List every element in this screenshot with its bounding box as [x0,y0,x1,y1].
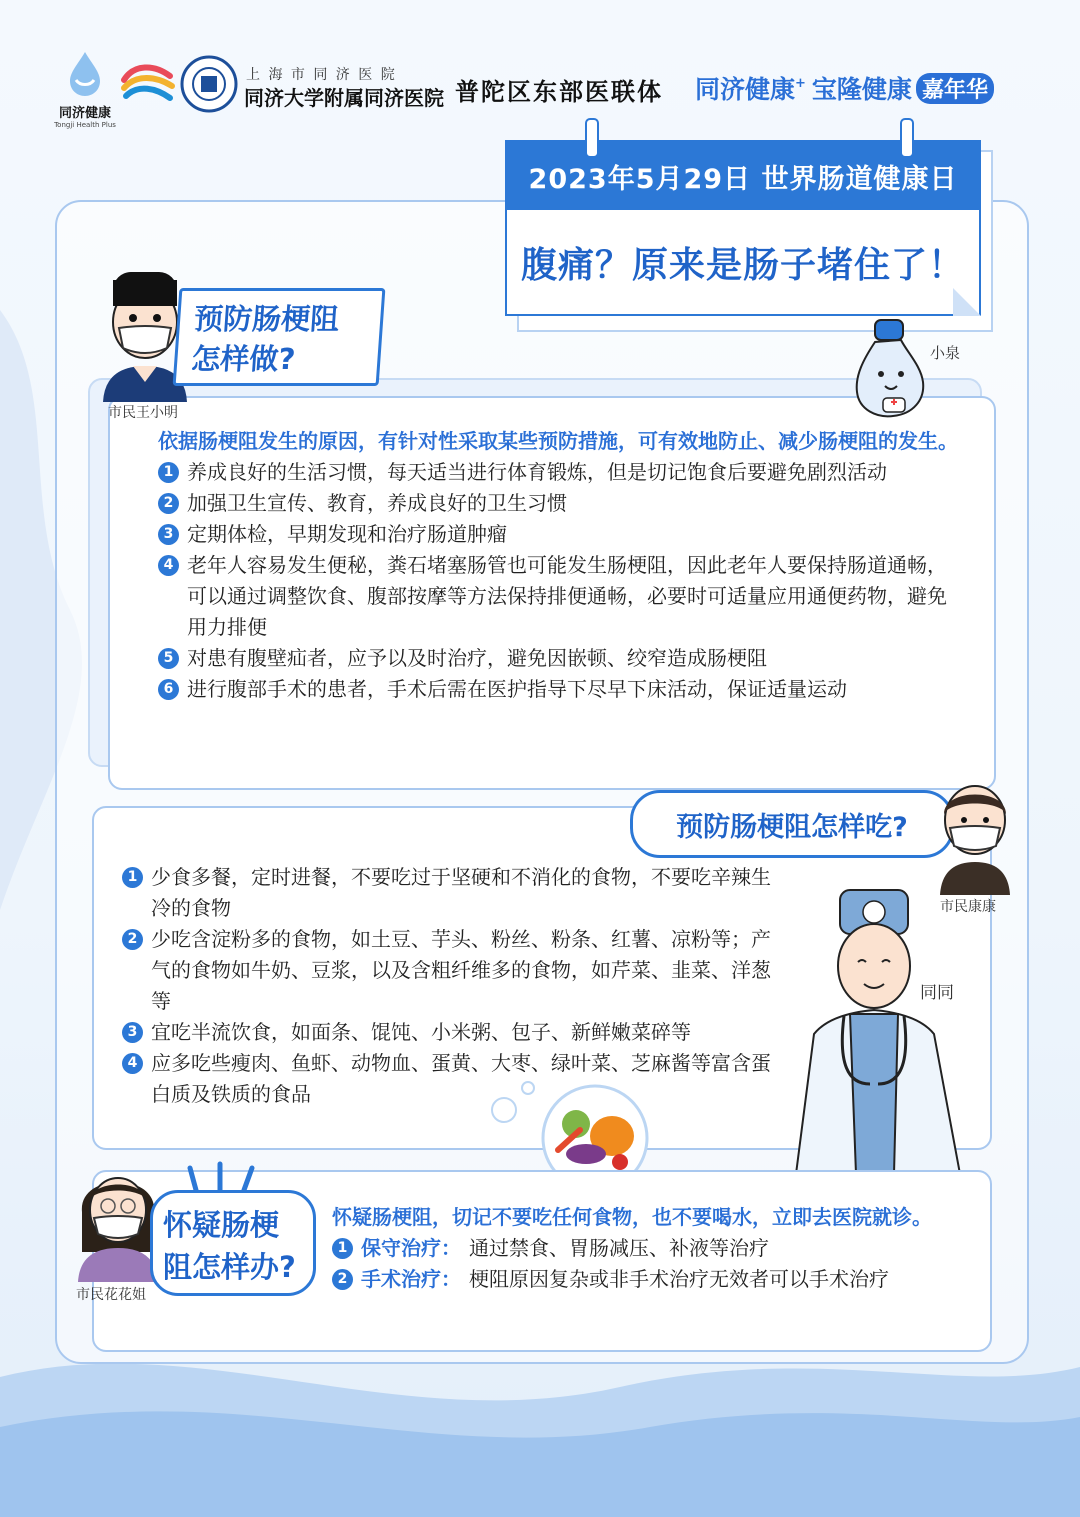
number-badge-icon: 5 [158,648,179,669]
list-item [158,643,958,674]
section3-content [332,1202,972,1295]
drop-logo-icon [50,50,120,98]
section1-heading-line2: 怎样做? [190,342,297,376]
citizen-hua-label: 市民花花姐 [76,1287,146,1303]
slogan [695,70,994,106]
section2-speech-bubble [630,790,954,858]
list-item [332,1264,972,1295]
slogan-part-c: 嘉年华 [916,73,994,104]
list-item-body [361,1233,769,1264]
hospital-seal-icon [180,55,238,113]
section1-speech-bubble [173,288,386,386]
list-item-text: 对患有腹壁疝者，应予以及时治疗，避免因嵌顿、绞窄造成肠梗阻 [187,646,767,670]
list-item-text: 定期体检，早期发现和治疗肠道肿瘤 [187,522,507,546]
list-item-body [361,1264,889,1295]
section1-list [158,457,958,705]
number-badge-icon: 3 [158,524,179,545]
calendar-front-page [505,140,981,316]
sparkle-lines-icon [186,1160,256,1194]
calendar-ring-left [585,118,599,158]
section1-content [158,426,958,705]
calendar-header [505,140,985,325]
logo1-subtitle: Tongji Health Plus [54,121,116,129]
list-item [122,862,782,924]
list-item-body [151,924,782,1017]
list-item-body [151,862,782,924]
hospital-name-line1: 上 海 市 同 济 医 院 [246,67,397,83]
number-badge-icon: 6 [158,679,179,700]
xiaoquan-label: 小泉 [930,344,961,362]
list-item-body [187,550,958,643]
list-item [122,1017,782,1048]
list-item [122,924,782,1017]
doctor-tongtong-illustration [790,884,970,1174]
logo-tongji-health [50,50,120,129]
list-item [158,550,958,643]
section2-content [122,862,782,1110]
list-item-text: 进行腹部手术的患者，手术后需在医护指导下尽早下床活动，保证适量运动 [187,677,847,701]
list-item [122,1048,782,1110]
section3-speech-bubble [150,1190,316,1296]
section1-lead: 依据肠梗阻发生的原因，有针对性采取某些预防措施，可有效地防止、减少肠梗阻的发生。 [158,429,958,453]
doctor-tongtong-label: 同同 [920,983,954,1003]
plus-icon: + [795,75,806,91]
list-item-body [187,643,767,674]
section3-list [332,1233,972,1295]
number-badge-icon: 2 [332,1269,353,1290]
list-item-text: 通过禁食、胃肠减压、补液等治疗 [469,1236,769,1260]
list-item-text: 养成良好的生活习惯，每天适当进行体育锻炼，但是切记饱食后要避免剧烈活动 [187,460,887,484]
list-item-body [187,457,887,488]
number-badge-icon: 2 [122,929,143,950]
number-badge-icon: 4 [158,555,179,576]
list-item [158,488,958,519]
list-item [332,1233,972,1264]
citizen-wang-label: 市民王小明 [108,405,178,421]
list-item-text: 梗阻原因复杂或非手术治疗无效者可以手术治疗 [469,1267,889,1291]
page-title: 腹痛？原来是肠子堵住了！ [520,244,965,286]
union-name: 普陀区东部医联体 [455,77,663,106]
list-item-body [151,1017,691,1048]
calendar-ring-right [900,118,914,158]
list-item-body [187,674,847,705]
list-item-text: 少食多餐，定时进餐，不要吃过于坚硬和不消化的食物，不要吃辛辣生冷的食物 [151,865,771,920]
slogan-part-a: 同济健康 [695,75,796,104]
wave-swirl-logo-icon [120,58,176,108]
treatment-label: 手术治疗： [361,1267,461,1291]
section2-list [122,862,782,1110]
list-item-text: 少吃含淀粉多的食物，如土豆、芋头、粉丝、粉条、红薯、凉粉等；产气的食物如牛奶、豆浆，以及含粗纤维多的食物，如芹菜、韭菜、洋葱等 [151,927,771,1013]
number-badge-icon: 1 [122,867,143,888]
number-badge-icon: 4 [122,1053,143,1074]
treatment-label: 保守治疗： [361,1236,461,1260]
section3-heading-line2: 阻怎样办? [163,1250,296,1284]
number-badge-icon: 2 [158,493,179,514]
logo1-title: 同济健康 [58,106,111,121]
citizen-kang-avatar [930,770,1020,895]
list-item [158,457,958,488]
section2-heading: 预防肠梗阻怎样吃? [676,811,908,843]
number-badge-icon: 3 [122,1022,143,1043]
hospital-name-line2: 同济大学附属同济医院 [244,86,444,110]
list-item-text: 老年人容易发生便秘，粪石堵塞肠管也可能发生肠梗阻，因此老年人要保持肠道通畅，可以通过调整饮食、腹部按摩等方法保持排便通畅，必要时可适量应用通便药物，避免用力排便 [187,553,947,639]
list-item-text: 加强卫生宣传、教育，养成良好的卫生习惯 [187,491,567,515]
section3-heading-line1: 怀疑肠梗 [163,1208,280,1242]
section1-heading-line1: 预防肠梗阻 [193,302,341,336]
list-item [158,519,958,550]
number-badge-icon: 1 [158,462,179,483]
list-item-text: 宜吃半流饮食，如面条、馄饨、小米粥、包子、新鲜嫩菜碎等 [151,1020,691,1044]
list-item-body [151,1048,782,1110]
list-item [158,674,958,705]
section3-lead: 怀疑肠梗阻，切记不要吃任何食物，也不要喝水，立即去医院就诊。 [332,1205,932,1229]
slogan-part-b: 宝隆健康 [811,75,912,104]
date-banner: 2023年5月29日 世界肠道健康日 [507,142,979,210]
number-badge-icon: 1 [332,1238,353,1259]
list-item-body [187,488,567,519]
page-curl [953,288,981,316]
citizen-kang-label: 市民康康 [940,899,996,915]
xiaoquan-mascot [845,312,935,422]
list-item-body [187,519,507,550]
list-item-text: 应多吃些瘦肉、鱼虾、动物血、蛋黄、大枣、绿叶菜、芝麻酱等富含蛋白质及铁质的食品 [151,1051,771,1106]
